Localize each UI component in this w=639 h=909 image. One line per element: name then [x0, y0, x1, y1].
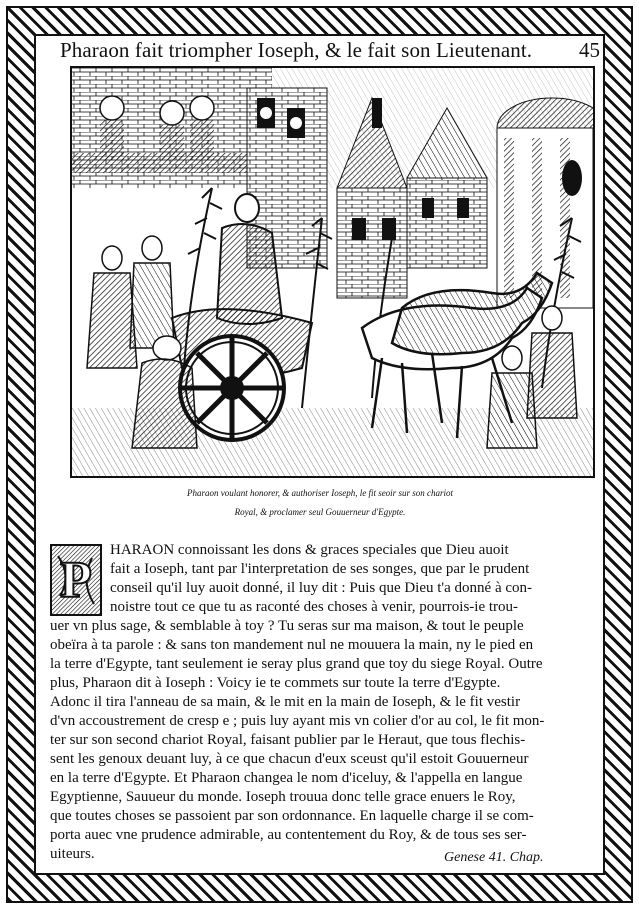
body-line-11: ter sur son second chariot Royal, faisant publier par le Heraut, que tous flechis- — [50, 732, 526, 748]
body-line-14: Egyptienne, Sauueur du monde. Ioseph trouua donc telle grace enuers le Roy, — [50, 789, 516, 805]
body-line-4: noistre tout ce que tu as raconté des choses à venir, pourrois-ie trou- — [110, 599, 519, 615]
caption-line-2: Royal, & proclamer seul Gouuerneur d'Egypte. — [234, 507, 406, 517]
body-line-2: fait a Ioseph, tant par l'interpretation de ses songes, que par le prudent — [110, 561, 530, 577]
body-line-7: la terre d'Egypte, tant seulement ie seray plus grand que toy du siege Royal. Outre — [50, 656, 543, 672]
body-line-1: HARAON connoissant les dons & graces speciales que Dieu auoit — [110, 542, 509, 558]
body-line-15: que toutes choses se passoient par son ordonnance. En laquelle charge il se com- — [50, 808, 534, 824]
body-line-5: uer vn plus sage, & semblable à toy ? Tu seras sur ma maison, & tout le peuple — [50, 618, 524, 634]
body-line-12: sent les genoux deuant luy, à ce que chacun d'eux sceust qu'il estoit Gouuerneur — [50, 751, 529, 767]
woodcut-illustration — [70, 66, 595, 478]
body-line-6: obeïra à ta parole : & sans ton mandement nul ne mouuera la main, ny le pied en — [50, 637, 534, 653]
body-line-10: d'vn accoustrement de cresp e ; puis luy ayant mis vn colier d'or au col, le fit mon- — [50, 713, 545, 729]
round-temple — [497, 98, 593, 308]
scripture-reference: Genese 41. Chap. — [444, 850, 544, 865]
page-number: 45 — [579, 38, 600, 62]
drop-cap — [50, 544, 102, 616]
body-line-16: porta auec vne prudence admirable, au contentement du Roy, & de tous ses ser- — [50, 827, 527, 843]
balcony-building — [72, 68, 272, 188]
body-line-13: en la terre d'Egypte. Et Pharaon changea le nom d'iceluy, & l'appella en langue — [50, 770, 523, 786]
caption-line-1: Pharaon voulant honorer, & authoriser Ioseph, le fit seoir sur son chariot — [187, 488, 453, 498]
illustration-caption — [40, 484, 600, 522]
drop-cap-letter: P — [60, 551, 92, 609]
body-line-8: plus, Pharaon dit à Ioseph : Voicy ie te commets sur toute la terre d'Egypte. — [50, 675, 501, 691]
page-title: Pharaon fait triompher Ioseph, & le fait son Lieutenant. — [60, 38, 533, 62]
body-line-3: conseil qu'il luy auoit donné, il luy dit : Puis que Dieu t'a donné à con- — [110, 580, 533, 596]
page-header — [40, 38, 600, 66]
body-line-17: uiteurs. — [50, 846, 95, 862]
body-line-9: Adonc il tira l'anneau de sa main, & le mit en la main de Ioseph, & le fit vestir — [50, 694, 521, 710]
